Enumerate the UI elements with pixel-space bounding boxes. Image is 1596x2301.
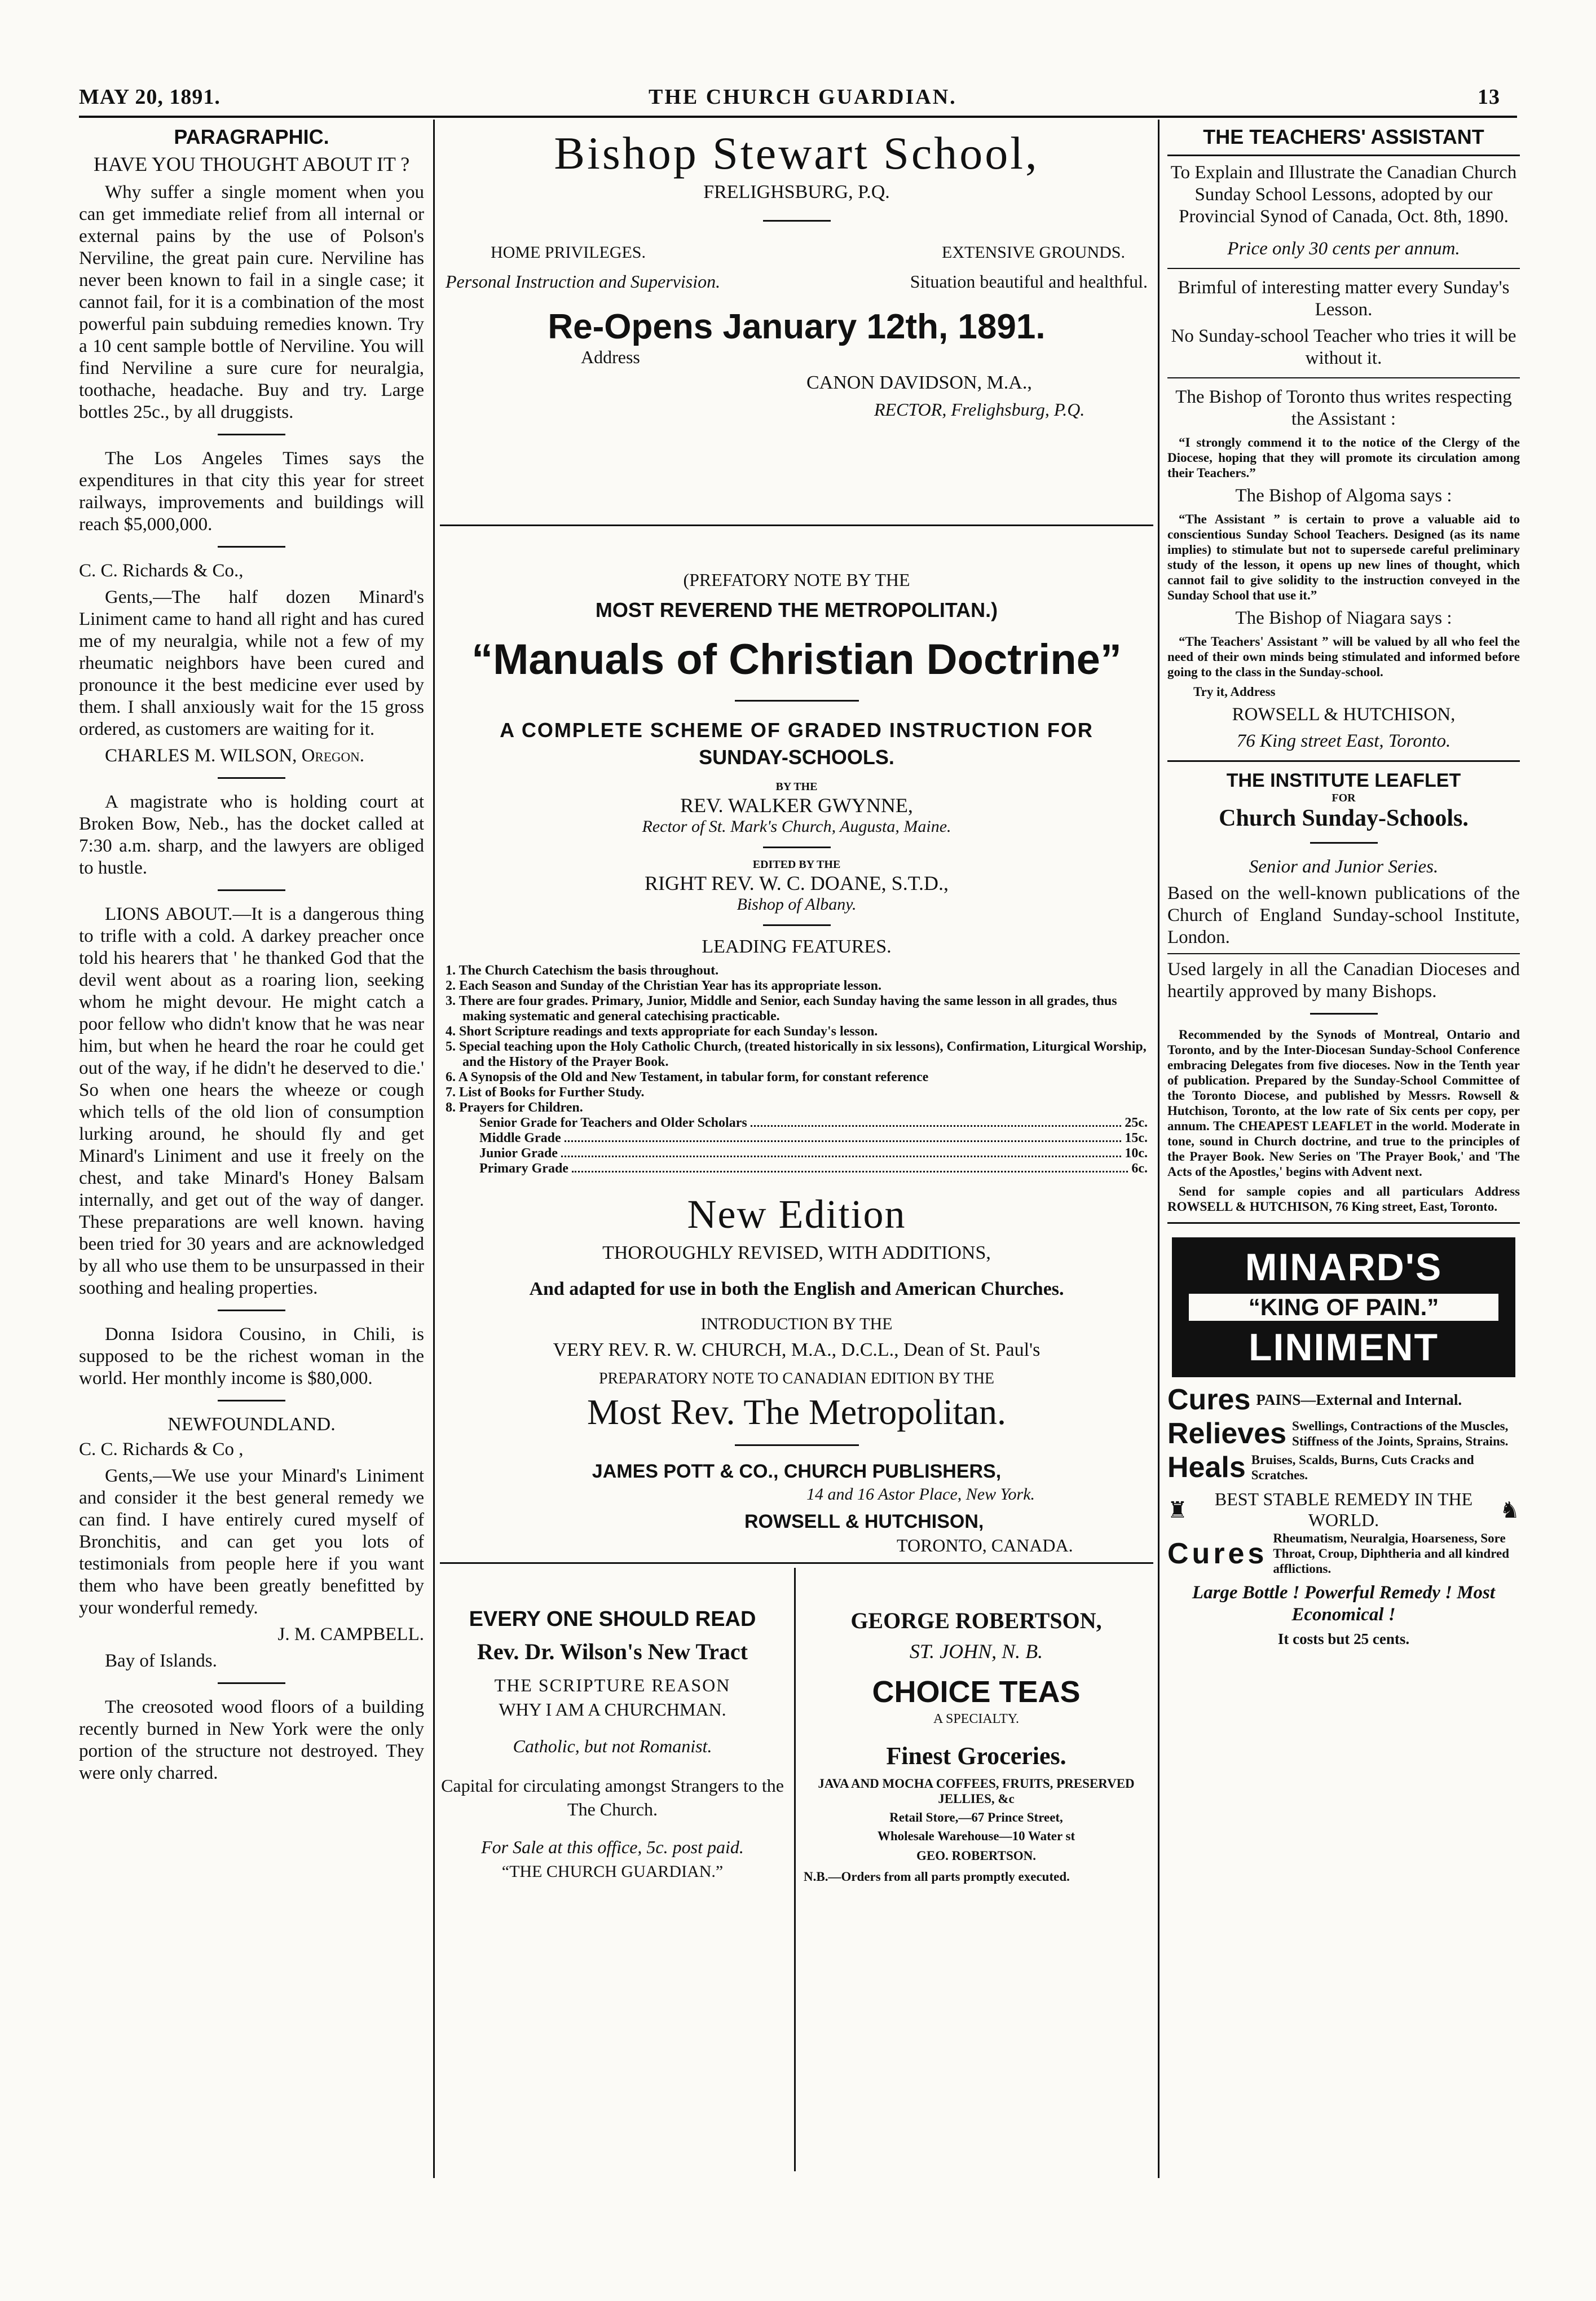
horse-icon: ♞ xyxy=(1500,1497,1520,1523)
leaflet-send: Send for sample copies and all particulars Address ROWSELL & HUTCHISON, 76 King street, East, Toronto. xyxy=(1167,1184,1520,1214)
heals-text: Bruises, Scalds, Burns, Cuts Cracks and Scratches. xyxy=(1251,1453,1474,1482)
relieves-word: Relieves xyxy=(1167,1417,1287,1450)
sub-heading: HAVE YOU THOUGHT ABOUT IT ? xyxy=(93,153,410,175)
revised-line: THOROUGHLY REVISED, WITH ADDITIONS, xyxy=(602,1242,991,1263)
school-contact-name: CANON DAVIDSON, M.A., xyxy=(806,372,1032,393)
feature-item: 6. A Synopsis of the Old and New Testament, in tabular form, for constant reference xyxy=(446,1070,929,1085)
grade-row: Primary Grade 6c. xyxy=(479,1161,1148,1176)
intro-label: INTRODUCTION BY THE xyxy=(700,1315,893,1333)
leaflet-based: Based on the well-known publications of the Church of England Sunday-school Institute, London. xyxy=(1167,883,1520,947)
horse-icon: ♜ xyxy=(1167,1497,1188,1523)
newfoundland-salutation: C. C. Richards & Co , xyxy=(79,1439,244,1460)
features-list xyxy=(446,963,1148,1176)
minards-logo xyxy=(1172,1237,1515,1377)
edited-label: EDITED BY THE xyxy=(752,858,841,871)
article-los-angeles: The Los Angeles Times says the expenditures in that city this year for street railways, improvements and buildings will reach $5,000,000. xyxy=(79,448,424,535)
assistant-no-teacher: No Sunday-school Teacher who tries it will be without it. xyxy=(1171,326,1516,368)
manuals-author-title: Rector of St. Mark's Church, Augusta, Maine. xyxy=(642,817,951,836)
manuals-author: REV. WALKER GWYNNE, xyxy=(680,794,913,817)
grocer-ad xyxy=(804,1607,1149,1884)
school-contact-title: RECTOR, Frelighsburg, P.Q. xyxy=(874,399,1085,420)
feature-item: 4. Short Scripture readings and texts appropriate for each Sunday's lesson. xyxy=(446,1024,878,1039)
niagara-intro: The Bishop of Niagara says : xyxy=(1235,608,1452,628)
article-richest-woman: Donna Isidora Cousino, in Chili, is supposed to be the richest woman in the world. Her monthly income is $80,000. xyxy=(79,1324,424,1388)
feature-item: 8. Prayers for Children. xyxy=(446,1100,583,1115)
manuals-editor-title: Bishop of Albany. xyxy=(737,895,857,914)
cures-word: Cures xyxy=(1167,1383,1251,1416)
scheme-line-2: SUNDAY-SCHOOLS. xyxy=(699,746,894,769)
leaflet-heading: THE INSTITUTE LEAFLET xyxy=(1226,770,1461,791)
grade-row: Senior Grade for Teachers and Older Scholars 25c. xyxy=(479,1116,1148,1130)
newfoundland-signature: J. M. CAMPBELL. xyxy=(277,1624,424,1645)
left-column xyxy=(79,125,424,2178)
tract-line-8: “THE CHURCH GUARDIAN.” xyxy=(501,1862,724,1881)
algoma-intro: The Bishop of Algoma says : xyxy=(1235,486,1452,506)
issue-date: MAY 20, 1891. xyxy=(79,85,221,109)
metropolitan: Most Rev. The Metropolitan. xyxy=(587,1392,1007,1432)
large-bottle: Large Bottle ! Powerful Remedy ! Most Economical ! xyxy=(1192,1583,1496,1625)
prep-note: PREPARATORY NOTE TO CANADIAN EDITION BY THE xyxy=(598,1370,995,1387)
article-lions-about: LIONS ABOUT.—It is a dangerous thing to trifle with a cold. A darkey preacher once told his hearers that ' he thanked God that the devil went about as a roaring lion, seeking whom he might devour. He might catch a poor fellow who didn't know that he was near him, but when he heard the roar he could get out of the way, if he didn't he deserved to die.' So when one hears the wheeze or cough which tells of the old lion of consumption lurking around, he should fly and get Minard's Liniment and use it freely on the chest, and take Minard's Honey Balsam internally, and get out of the way of danger. These preparations are well known. having been tried for 30 years and are acknowledged by all who use them to be unsurpassed in their soothing and healing properties. xyxy=(79,904,424,1298)
tract-line-3: THE SCRIPTURE REASON xyxy=(494,1675,731,1695)
costs: It costs but 25 cents. xyxy=(1277,1630,1410,1647)
assistant-price: Price only 30 cents per annum. xyxy=(1227,239,1460,259)
assistant-heading: THE TEACHERS' ASSISTANT xyxy=(1203,125,1484,148)
grocer-note: N.B.—Orders from all parts promptly executed. xyxy=(804,1870,1070,1884)
toronto-intro: The Bishop of Toronto thus writes respecting the Assistant : xyxy=(1175,387,1512,429)
leaflet-details: Recommended by the Synods of Montreal, Ontario and Toronto, and by the Inter-Diocesan Sunday-School Conference embracing Delegates from five dioceses. Now in the Tenth year of publication. Prepared by the Sunday-School Committee of the Toronto Diocese, and published by Messrs. Rowsell & Hutchison, Toronto, at the low rate of Six cents per copy, per annum. The CHEAPEST LEAFLET in the world. Moderate in tone, sound in Church doctrine, and true to the principles of the Prayer Book. New Series on 'The Prayer Book,' and 'The Acts of the Apostles,' begins with Advent next. xyxy=(1167,1028,1520,1179)
grocer-wholesale: Wholesale Warehouse—10 Water st xyxy=(877,1829,1075,1843)
tract-ad xyxy=(440,1607,785,1881)
assistant-brimful: Brimful of interesting matter every Sunday's Lesson. xyxy=(1178,277,1510,320)
cures2-word: Cures xyxy=(1167,1537,1268,1570)
school-title: Bishop Stewart School, xyxy=(554,127,1039,179)
school-reopens: Re-Opens January 12th, 1891. xyxy=(548,307,1046,346)
agent: ROWSELL & HUTCHISON, xyxy=(744,1511,984,1532)
scheme-line-1: A COMPLETE SCHEME OF GRADED INSTRUCTION FOR xyxy=(500,718,1094,742)
grocer-specialty: A SPECIALTY. xyxy=(933,1712,1020,1726)
manuals-title: “Manuals of Christian Doctrine” xyxy=(471,636,1122,684)
by-label: BY THE xyxy=(775,781,818,793)
manuals-ad-rule xyxy=(440,1562,1153,1564)
school-feature-home: HOME PRIVILEGES. xyxy=(491,243,646,262)
leaflet-church: Church Sunday-Schools. xyxy=(1219,805,1469,831)
grocer-teas: CHOICE TEAS xyxy=(872,1675,1081,1709)
school-ad-rule xyxy=(440,524,1153,526)
assistant-address-street: 76 King street East, Toronto. xyxy=(1236,731,1451,751)
page-number: 13 xyxy=(1478,85,1500,109)
leaflet-for: FOR xyxy=(1332,792,1356,804)
prefatory-line-1: (PREFATORY NOTE BY THE xyxy=(683,570,910,590)
agent-city: TORONTO, CANADA. xyxy=(897,1535,1073,1555)
masthead-rule xyxy=(79,116,1517,118)
paragraphic-heading: PARAGRAPHIC. xyxy=(174,125,329,148)
feature-item: 1. The Church Catechism the basis throughout. xyxy=(446,963,719,978)
column-rule-right xyxy=(1158,120,1159,2178)
publisher: JAMES POTT & CO., CHURCH PUBLISHERS, xyxy=(592,1461,1002,1482)
minard-word: MINARD'S xyxy=(1245,1246,1443,1289)
school-situation: Situation beautiful and healthful. xyxy=(910,271,1148,292)
tract-line-2: Rev. Dr. Wilson's New Tract xyxy=(477,1639,748,1664)
feature-item: 3. There are four grades. Primary, Junior, Middle and Senior, each Sunday having the same lesson in all grades, thus making systematic and general catechising practicable. xyxy=(446,994,1117,1024)
leaflet-series: Senior and Junior Series. xyxy=(1249,857,1439,877)
newfoundland-heading: NEWFOUNDLAND. xyxy=(167,1414,336,1435)
heals-word: Heals xyxy=(1167,1451,1246,1484)
newfoundland-place: Bay of Islands. xyxy=(105,1651,217,1671)
tract-line-1: EVERY ONE SHOULD READ xyxy=(469,1607,756,1631)
school-instruction: Personal Instruction and Supervision. xyxy=(446,271,721,292)
manuals-ad xyxy=(446,570,1148,1556)
adapted-line: And adapted for use in both the English and American Churches. xyxy=(529,1279,1064,1299)
article-creosoted-floors: The creosoted wood floors of a building recently burned in New York were the only portion of the structure not destroyed. They were only charred. xyxy=(79,1697,424,1783)
leaflet-used: Used largely in all the Canadian Dioceses and heartily approved by many Bishops. xyxy=(1167,959,1520,1002)
letter-minard-oregon: Gents,—The half dozen Minard's Liniment came to hand all right and has cured me of my neuralgia, while not a few of my rheumatic neighbors have been cured and pronounce it the best medicine ever used by them. I shall anxiously wait for the 15 gross ordered, as customers are waiting for it. xyxy=(79,587,424,739)
grade-row: Junior Grade 10c. xyxy=(479,1146,1148,1161)
relieves-text: Swellings, Contractions of the Muscles, Stiffness of the Joints, Sprains, Strains. xyxy=(1292,1419,1509,1448)
toronto-quote: “I strongly commend it to the notice of the Clergy of the Diocese, hoping that they will promote its circulation among their Teachers.” xyxy=(1167,435,1520,480)
try-it: Try it, Address xyxy=(1193,685,1276,699)
school-feature-grounds: EXTENSIVE GROUNDS. xyxy=(942,243,1125,262)
grocer-name: GEORGE ROBERTSON, xyxy=(850,1608,1102,1633)
feature-item: 5. Special teaching upon the Holy Catholic Church, (treated historically in six lessons), Confirmation, Liturgical Worship, and the History of the Prayer Book. xyxy=(446,1039,1147,1069)
assistant-address-name: ROWSELL & HUTCHISON, xyxy=(1232,704,1456,725)
stable-remedy: BEST STABLE REMEDY IN THE WORLD. xyxy=(1214,1489,1473,1530)
manuals-editor: RIGHT REV. W. C. DOANE, S.T.D., xyxy=(644,872,949,894)
features-heading: LEADING FEATURES. xyxy=(702,936,892,957)
grocer-groceries: Finest Groceries. xyxy=(886,1742,1066,1770)
tract-line-7: For Sale at this office, 5c. post paid. xyxy=(481,1837,744,1857)
letter-signature: CHARLES M. WILSON, Oregon. xyxy=(105,746,364,766)
grocer-retail: Retail Store,—67 Prince Street, xyxy=(889,1810,1063,1824)
tract-line-4: WHY I AM A CHURCHMAN. xyxy=(499,1699,726,1720)
middle-split-rule xyxy=(794,1568,796,2171)
intro-by: VERY REV. R. W. CHURCH, M.A., D.C.L., Dean of St. Paul's xyxy=(553,1339,1041,1360)
tract-line-6: Capital for circulating amongst Strangers to the The Church. xyxy=(441,1775,784,1819)
school-location: FRELIGHSBURG, P.Q. xyxy=(703,182,890,202)
feature-item: 2. Each Season and Sunday of the Christian Year has its appropriate lesson. xyxy=(446,978,882,993)
cures2-text: Rheumatism, Neuralgia, Hoarseness, Sore Throat, Croup, Diphtheria and all kindred afflictions. xyxy=(1273,1531,1509,1576)
newspaper-title: THE CHURCH GUARDIAN. xyxy=(649,85,957,109)
grade-row: Middle Grade 15c. xyxy=(479,1131,1148,1145)
article-magistrate: A magistrate who is holding court at Broken Bow, Neb., has the docket called at 7:30 a.m. sharp, and the lawyers are obliged to hustle. xyxy=(79,792,424,878)
grocer-items: JAVA AND MOCHA COFFEES, FRUITS, PRESERVED JELLIES, &c xyxy=(818,1777,1135,1806)
cures-text: PAINS—External and Internal. xyxy=(1256,1391,1462,1408)
column-rule-left xyxy=(433,120,435,2178)
publisher-address: 14 and 16 Astor Place, New York. xyxy=(806,1485,1035,1504)
newfoundland-letter: Gents,—We use your Minard's Liniment and consider it the best general remedy we can find. I have entirely cured myself of Bronchitis, and can get you lots of testimonials from people here if you want them who have been greatly benefitted by your wonderful remedy. xyxy=(79,1466,424,1618)
grocer-city: ST. JOHN, N. B. xyxy=(909,1640,1043,1663)
right-column xyxy=(1167,125,1520,2178)
liniment-word: LINIMENT xyxy=(1248,1326,1439,1369)
king-of-pain: “KING OF PAIN.” xyxy=(1248,1294,1439,1320)
letter-salutation: C. C. Richards & Co., xyxy=(79,561,244,581)
assistant-desc: To Explain and Illustrate the Canadian Church Sunday School Lessons, adopted by our Provincial Synod of Canada, Oct. 8th, 1890. xyxy=(1170,162,1517,227)
school-ad xyxy=(446,125,1148,420)
prefatory-line-2: MOST REVEREND THE METROPOLITAN.) xyxy=(595,598,998,621)
niagara-quote: “The Teachers' Assistant ” will be valued by all who feel the need of their own minds being stimulated and informed before going to the class in the Sunday-school. xyxy=(1167,634,1520,679)
feature-item: 7. List of Books for Further Study. xyxy=(446,1085,645,1100)
article-nerviline: Why suffer a single moment when you can get immediate relief from all internal or external pains by the use of Polson's Nerviline, the great pain cure. Nerviline has never been known to fail in a single case; it cannot fail, for it is a combination of the most powerful pain subduing remedies known. Try a 10 cent sample bottle of Nerviline. You will find Nerviline a sure cure for neuralgia, toothache, headache. Buy and try. Large bottles 25c., by all druggists. xyxy=(79,182,424,422)
grocer-sign: GEO. ROBERTSON. xyxy=(916,1849,1036,1863)
school-address-label: Address xyxy=(581,347,640,367)
new-edition: New Edition xyxy=(687,1192,906,1237)
tract-line-5: Catholic, but not Romanist. xyxy=(513,1736,712,1756)
algoma-quote: “The Assistant ” is certain to prove a valuable aid to conscientious Sunday School Teachers. Designed (as its name implies) to stimulate but not to supersede careful preliminary study of the lesson, it opens up new lines of thought, which cannot fail to give solidity to the instruction conveyed in the Sunday School that use it.” xyxy=(1167,512,1520,602)
